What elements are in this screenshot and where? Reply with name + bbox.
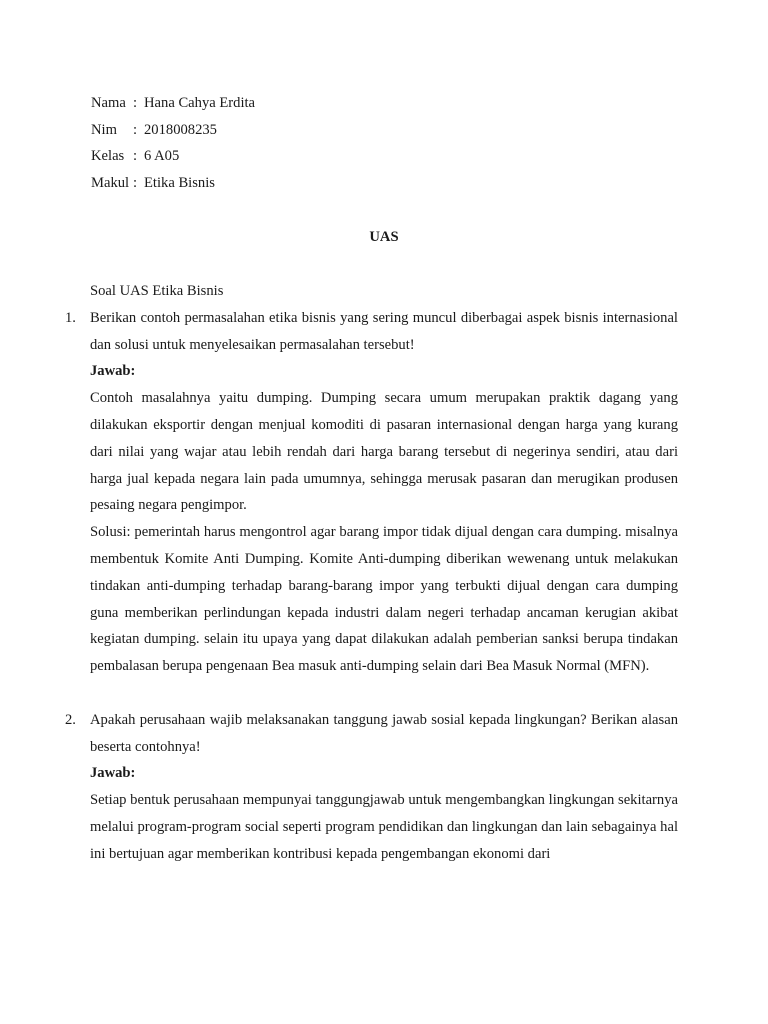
question-number: 2. — [65, 711, 76, 728]
identity-label: Kelas — [91, 148, 125, 164]
identity-value: 6 A05 — [144, 148, 180, 164]
question-2 — [65, 707, 678, 868]
identity-row-kelas — [91, 145, 255, 172]
identity-label: Nama — [91, 95, 126, 111]
identity-separator: : — [133, 121, 138, 138]
answer-label: Jawab: — [90, 765, 136, 782]
document-title: UAS — [369, 229, 399, 245]
answer-paragraph: Setiap bentuk perusahaan mempunyai tanggungjawab untuk mengembangkan lingkungan sekitarnya melalui program-program social seperti program pendidikan dan lingkungan dan lain sebagainya hal ini bertujuan agar memberikan kontribusi kepada pengembangan ekonomi dari — [90, 792, 678, 862]
answer-paragraph: Contoh masalahnya yaitu dumping. Dumping secara umum merupakan praktik dagang yang dilakukan eksportir dengan menjual komoditi di pasaran internasional dengan harga yang kurang dari nilai yang wajar atau lebih rendah dari harga barang tersebut di negerinya sendiri, atau dari harga jual kepada negara lain pada umumnya, sehingga merusak pasaran dan merugikan produsen pesaing negara pengimpor. — [90, 390, 678, 514]
answer-label: Jawab: — [90, 363, 136, 380]
identity-value: Hana Cahya Erdita — [144, 95, 256, 111]
identity-separator: : — [133, 174, 138, 191]
identity-row-makul — [91, 172, 255, 199]
identity-row-nim — [91, 119, 255, 146]
blank-line — [90, 680, 678, 707]
identity-value: Etika Bisnis — [144, 174, 215, 191]
identity-label: Makul — [91, 174, 130, 191]
student-identity — [91, 92, 255, 198]
identity-separator: : — [133, 95, 138, 111]
question-number: 1. — [65, 309, 76, 326]
identity-row-nama — [91, 92, 255, 119]
question-1 — [65, 305, 678, 680]
identity-label: Nim — [91, 121, 117, 138]
exam-intro: Soal UAS Etika Bisnis — [90, 283, 224, 299]
question-text: Berikan contoh permasalahan etika bisnis yang sering muncul diberbagai aspek bisnis internasional dan solusi untuk menyelesaikan permasalahan tersebut! — [90, 309, 678, 353]
question-text: Apakah perusahaan wajib melaksanakan tanggung jawab sosial kepada lingkungan? Berikan alasan beserta contohnya! — [90, 711, 678, 755]
identity-value: 2018008235 — [144, 121, 217, 138]
answer-paragraph: Solusi: pemerintah harus mengontrol agar barang impor tidak dijual dengan cara dumping. misalnya membentuk Komite Anti Dumping. Komite Anti-dumping diberikan wewenang untuk melakukan tindakan anti-dumping terhadap barang-barang impor yang terbukti dijual dengan cara dumping guna memberikan perlindungan kepada industri dalam negeri terhadap ancaman kerugian akibat kegiatan dumping. selain itu upaya yang dapat dilakukan adalah pemberian sanksi berupa tindakan pembalasan berupa pengenaan Bea masuk anti-dumping selain dari Bea Masuk Normal (MFN). — [90, 524, 678, 675]
exam-content — [65, 278, 678, 868]
identity-separator: : — [133, 148, 138, 164]
